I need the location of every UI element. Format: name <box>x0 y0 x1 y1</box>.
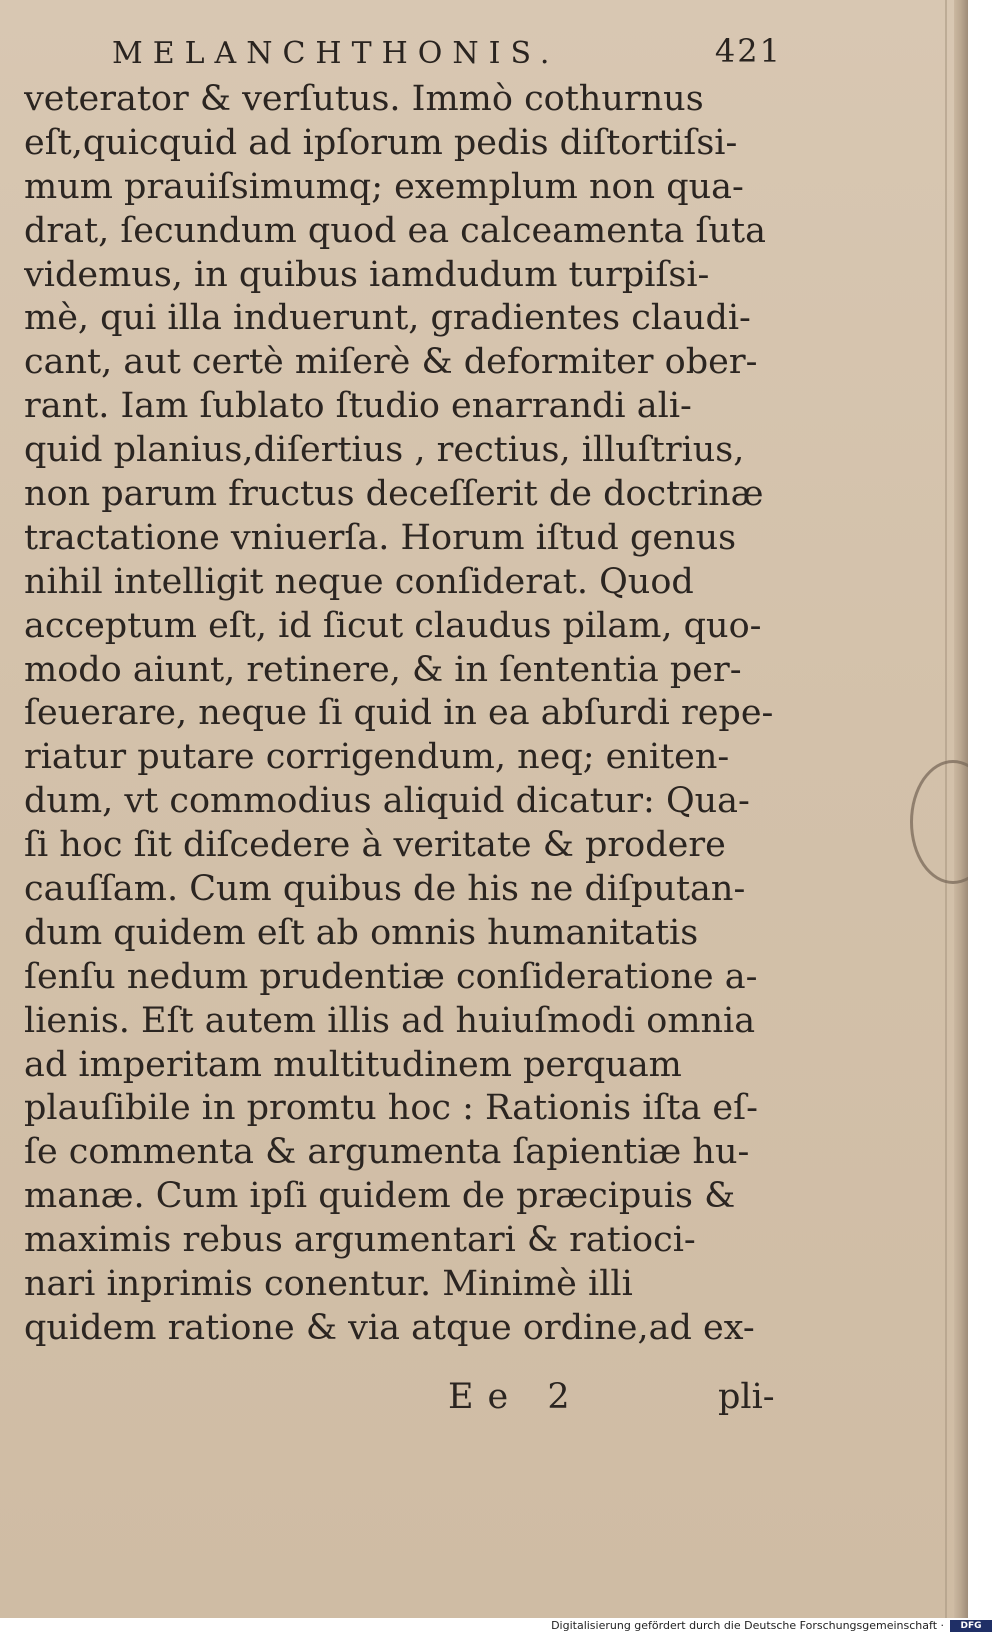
text-line: ad imperitam multitudinem perquam <box>24 1044 682 1085</box>
text-line: modo aiunt, retinere, & in ſententia per- <box>24 649 742 690</box>
text-line: quidem ratione & via atque ordine,ad ex- <box>24 1307 755 1348</box>
text-line: ſeuerare, neque ſi quid in ea abſurdi repe- <box>24 693 774 734</box>
text-line: eſt,quicquid ad ipſorum pedis diſtortiſsi- <box>24 122 738 163</box>
text-line: plauſibile in promtu hoc : Rationis iſta eſ- <box>24 1088 758 1129</box>
text-line: cauſſam. Cum quibus de his ne diſputan- <box>24 869 746 910</box>
page-header <box>112 28 782 74</box>
text-line: veterator & verſutus. Immò cothurnus <box>24 79 704 119</box>
signature-mark: Ee 2 <box>448 1377 584 1417</box>
text-line: ſe commenta & argumenta ſapientiæ hu- <box>24 1132 750 1173</box>
text-line: ſi hoc ſit diſcedere à veritate & prodere <box>24 825 726 866</box>
text-line: riatur putare corrigendum, neq; eniten- <box>24 737 730 778</box>
text-line: rant. Iam ſublato ſtudio enarrandi ali- <box>24 386 692 427</box>
text-line: quid planius,diſertius , rectius, illuſtrius, <box>24 430 745 471</box>
text-line: maximis rebus argumentari & ratioci- <box>24 1220 696 1261</box>
book-clasp-mark <box>910 760 968 884</box>
text-line: videmus, in quibus iamdudum turpiſsi- <box>24 254 710 295</box>
dfg-logo: DFG <box>950 1620 992 1632</box>
running-head: MELANCHTHONIS. <box>112 36 560 71</box>
credit-bar <box>0 1618 1000 1634</box>
text-line: tractatione vniuerſa. Horum iſtud genus <box>24 517 737 558</box>
text-line: nari inprimis conentur. Minimè illi <box>24 1264 633 1305</box>
body-text <box>24 78 784 1351</box>
text-line: mum prauiſsimumq; exemplum non qua- <box>24 166 744 207</box>
text-line: dum quidem eſt ab omnis humanitatis <box>24 912 699 953</box>
text-line: lienis. Eſt autem illis ad huiuſmodi omnia <box>24 1000 756 1041</box>
text-line: ſenſu nedum prudentiæ conſideratione a- <box>24 956 758 997</box>
text-line: dum, vt commodius aliquid dicatur: Qua- <box>24 781 750 822</box>
digitization-credit: Digitalisierung gefördert durch die Deutsche Forschungsgemeinschaft · <box>551 1619 944 1632</box>
text-line: drat, ſecundum quod ea calceamenta ſuta <box>24 210 766 251</box>
text-line: nihil intelligit neque conſiderat. Quod <box>24 561 694 602</box>
text-line: manæ. Cum ipſi quidem de præcipuis & <box>24 1176 736 1217</box>
page-footer <box>24 1377 784 1421</box>
text-line: non parum fructus deceſſerit de doctrinæ <box>24 474 764 515</box>
catchword: pli- <box>718 1377 775 1417</box>
text-line: acceptum eſt, id ſicut claudus pilam, quo- <box>24 605 762 646</box>
page-number: 421 <box>714 32 782 70</box>
text-line: cant, aut certè miſerè & deformiter ober- <box>24 342 758 383</box>
text-line: mè, qui illa induerunt, gradientes claudi- <box>24 298 751 339</box>
